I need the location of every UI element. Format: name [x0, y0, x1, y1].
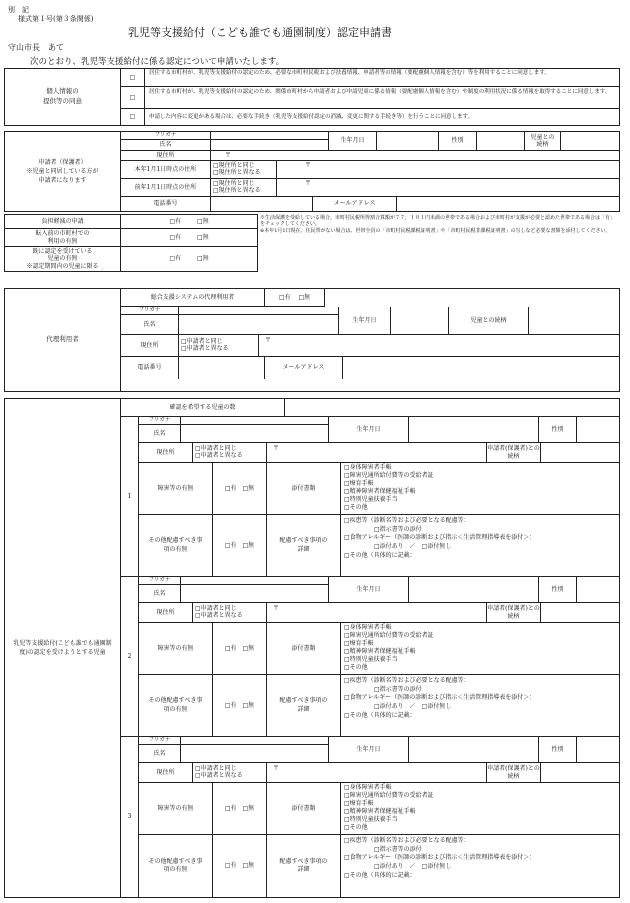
- agent-name-label: 氏名: [121, 315, 179, 335]
- child-address-options[interactable]: [193, 443, 267, 463]
- agent-birth-field[interactable]: [391, 307, 449, 335]
- agent-mail-label: メールアドレス: [265, 357, 343, 379]
- applicant-label: 申請者（保護者） ※児童と同居している方が 申請者になります: [5, 132, 121, 211]
- checkbox-same-applicant[interactable]: □申請者と同じ: [195, 765, 237, 772]
- doc-checkbox[interactable]: □身体障害者手帳: [344, 784, 392, 791]
- intro-text: 次のとおり、乳児等支援給付に係る認定について申請いたします。: [30, 57, 285, 67]
- child-care-options[interactable]: [213, 675, 267, 737]
- child-relation-field[interactable]: [541, 443, 619, 463]
- child-attach-docs: [341, 623, 619, 675]
- doc-checkbox[interactable]: □身体障害者手帳: [344, 624, 392, 631]
- agent-address-field[interactable]: 〒: [259, 335, 619, 357]
- applicant-jan-last-options[interactable]: [211, 178, 277, 196]
- doc-checkbox[interactable]: □療育手帳: [344, 800, 374, 808]
- agent-name-field[interactable]: [179, 315, 339, 335]
- child-furigana-label: フリガナ: [139, 417, 181, 425]
- child-address-label: 現住所: [139, 603, 193, 623]
- care-allergy-checkbox[interactable]: □食物アレルギー（医師の診断および指示＜生活管理指導表を添付＞：: [344, 854, 536, 862]
- doc-checkbox[interactable]: □精神障害者保健福祉手帳: [344, 808, 416, 816]
- checkbox-yes[interactable]: □有: [224, 804, 237, 812]
- agent-address-label: 現住所: [121, 335, 179, 357]
- agent-section: [4, 288, 620, 392]
- child-relation-label: 申請者(保護者)との続柄: [487, 443, 541, 463]
- transfer-options[interactable]: [121, 229, 257, 247]
- care-allergy-checkbox[interactable]: □食物アレルギー（医師の診断および指示＜生活管理指導表を添付＞：: [344, 534, 536, 542]
- child-care-options[interactable]: [213, 515, 267, 577]
- agent-furigana-label: フリガナ: [121, 307, 179, 315]
- applicant-jan-this-label: 本年1月1日時点の住所: [121, 160, 211, 178]
- child-sex-field[interactable]: [577, 577, 619, 603]
- agent-system-label: 総合支援システムの代理利用者: [121, 289, 265, 307]
- child-care-detail-label: 配慮すべき事項の詳細: [267, 675, 341, 737]
- child-name-label: 氏名: [139, 745, 181, 763]
- child-furigana-label: フリガナ: [139, 577, 181, 585]
- checkbox-no[interactable]: □無: [197, 255, 209, 263]
- applicant-phone-field[interactable]: [211, 196, 313, 211]
- agent-label: 代理利用者: [5, 289, 121, 391]
- child-birth-label: 生年月日: [329, 577, 409, 603]
- checkbox-same-applicant[interactable]: □申請者と同じ: [195, 605, 237, 612]
- agent-phone-label: 電話番号: [121, 357, 179, 379]
- agent-phone-field[interactable]: [179, 357, 265, 379]
- applicant-jan-this-field[interactable]: 〒: [277, 160, 619, 178]
- child-address-field[interactable]: 〒: [267, 603, 487, 623]
- child-attach-docs: [341, 783, 619, 835]
- consent-checkbox-3[interactable]: □: [121, 109, 145, 125]
- agent-relation-field[interactable]: [529, 307, 619, 335]
- checkbox-no[interactable]: □無: [242, 804, 255, 812]
- care-attach-options[interactable]: □添付あり ／ □添付無し: [374, 543, 452, 551]
- extras-note: ※生活保護を受給している場合、市町村民税所得割合算額が７７，１０１円未満の世帯である場合および市町村が支援が必要と認めた世帯である場合は「有」をチェックしてください。 ※本年1月1日現在、住民票がない場合は、世帯全員の「市町村民税課税証明書」や「市町村民税非課税証明書」の写しなど必要な書類を添付してください。: [260, 215, 616, 234]
- consent-checkbox-1[interactable]: □: [121, 69, 145, 87]
- page-title: 乳児等支援給付（こども誰でも通園制度）認定申請書: [128, 26, 392, 39]
- child-care-detail: [341, 675, 619, 737]
- applicant-birth-label: 生年月日: [329, 132, 377, 150]
- applicant-jan-last-label: 前年1月1日時点の住所: [121, 178, 211, 196]
- child-attach-label: 添付書類: [267, 463, 341, 515]
- consent-text-3: 申請した内容に変更がある場合は、必要な手続き（乳児等支援給付認定の消滅、変更に関する手続き等）を行うことに同意します。: [149, 113, 474, 120]
- child-address-label: 現住所: [139, 443, 193, 463]
- doc-checkbox[interactable]: □身体障害者手帳: [344, 464, 392, 471]
- addressee: 守山市長 あて: [8, 43, 64, 52]
- applicant-address-field[interactable]: 〒: [211, 150, 619, 160]
- child-name-field[interactable]: [181, 745, 329, 763]
- doc-checkbox[interactable]: □障害児通所給付費等の受給者証: [344, 792, 434, 800]
- applicant-sex-field[interactable]: [477, 132, 525, 150]
- child-birth-label: 生年月日: [329, 737, 409, 763]
- child-furigana-field[interactable]: [181, 737, 329, 745]
- care-instruction-checkbox[interactable]: □指示書等の添付: [374, 525, 422, 533]
- care-instruction-checkbox[interactable]: □指示書等の添付: [374, 685, 422, 693]
- child-care-label: その他配慮すべき事項の有無: [139, 515, 213, 577]
- child-number: 2: [121, 577, 139, 737]
- checkbox-diff-address[interactable]: □現住所と異なる: [213, 169, 261, 177]
- checkbox-no[interactable]: □無: [242, 541, 255, 549]
- child-sex-label: 性別: [539, 417, 577, 443]
- form-annex-label: 別 記: [8, 6, 29, 14]
- applicant-jan-last-field[interactable]: 〒: [277, 178, 619, 196]
- extras-section: [4, 214, 258, 272]
- applicant-mail-label: メールアドレス: [313, 196, 397, 211]
- agent-birth-label: 生年月日: [339, 307, 391, 335]
- child-number: 3: [121, 737, 139, 897]
- child-care-detail: [341, 515, 619, 577]
- child-attach-label: 添付書類: [267, 623, 341, 675]
- child-sex-field[interactable]: [577, 417, 619, 443]
- burden-options[interactable]: [121, 215, 257, 229]
- applicant-mail-field[interactable]: [397, 196, 619, 211]
- consent-section: [4, 68, 620, 126]
- child-disability-options[interactable]: [213, 783, 267, 835]
- checkbox-diff-address[interactable]: □現住所と異なる: [213, 187, 261, 195]
- child-address-field[interactable]: 〒: [267, 443, 487, 463]
- doc-checkbox[interactable]: □精神障害者保健福祉手帳: [344, 648, 416, 656]
- child-address-field[interactable]: 〒: [267, 763, 487, 783]
- checkbox-no[interactable]: □無: [197, 233, 209, 241]
- consent-label: 個人情報の 提供等の同意: [5, 69, 121, 125]
- child-birth-field[interactable]: [409, 577, 539, 603]
- child-relation-field[interactable]: [541, 763, 619, 783]
- applicant-section: [4, 131, 620, 212]
- child-birth-field[interactable]: [409, 417, 539, 443]
- child-furigana-field[interactable]: [181, 577, 329, 585]
- child-address-options[interactable]: [193, 603, 267, 623]
- child-relation-label: 申請者(保護者)との続柄: [487, 763, 541, 783]
- child-name-label: 氏名: [139, 585, 181, 603]
- child-relation-label: 申請者(保護者)との続柄: [487, 603, 541, 623]
- care-attach-options[interactable]: □添付あり ／ □添付無し: [374, 703, 452, 711]
- children-label: 乳児等支援給付(こども誰でも通園制度)の認定を受けようとする児童: [5, 399, 121, 897]
- child-address-options[interactable]: [193, 763, 267, 783]
- child-block: [121, 417, 619, 577]
- checkbox-yes[interactable]: □有: [224, 701, 237, 709]
- checkbox-yes[interactable]: □有: [278, 293, 291, 301]
- checkbox-same-applicant[interactable]: □申請者と同じ: [195, 445, 237, 452]
- consent-text-2: 居住する市町村が、乳児等支援給付の認定のため、関係市町村から申請者および申請児童に係る情報（要配慮個人情報を含む）や制度の利用状況に係る情報を取得することに同意します。: [145, 87, 619, 109]
- checkbox-same-address[interactable]: □現住所と同じ: [213, 162, 255, 169]
- child-care-detail: [341, 835, 619, 897]
- checkbox-diff-applicant[interactable]: □申請者と異なる: [195, 772, 243, 780]
- care-other-checkbox[interactable]: □その他（具体的に記載：: [344, 871, 416, 879]
- doc-checkbox[interactable]: □特別児童扶養手当: [344, 816, 398, 824]
- applicant-furigana-field[interactable]: [211, 132, 329, 140]
- checkbox-yes[interactable]: □有: [224, 541, 237, 549]
- child-disability-label: 障害等の有無: [139, 463, 213, 515]
- child-number: 1: [121, 417, 139, 577]
- child-address-label: 現住所: [139, 763, 193, 783]
- child-name-label: 氏名: [139, 425, 181, 443]
- applicant-jan-this-options[interactable]: [211, 160, 277, 178]
- applicant-furigana-label: フリガナ: [121, 132, 211, 140]
- agent-address-options[interactable]: [179, 335, 259, 357]
- applicant-address-label: 現住所: [121, 150, 211, 160]
- applicant-name-field[interactable]: [211, 140, 329, 150]
- child-disability-label: 障害等の有無: [139, 783, 213, 835]
- doc-checkbox[interactable]: □精神障害者保健福祉手帳: [344, 488, 416, 496]
- certified-label: 既に認定を受けている 児童の有無 ※認定期間内の児童に限る: [5, 247, 121, 271]
- care-allergy-checkbox[interactable]: □食物アレルギー（医師の診断および指示＜生活管理指導表を添付＞：: [344, 694, 536, 702]
- checkbox-no[interactable]: □無: [197, 217, 209, 225]
- child-care-detail-label: 配慮すべき事項の詳細: [267, 835, 341, 897]
- children-section: [4, 398, 620, 898]
- child-care-detail-label: 配慮すべき事項の詳細: [267, 515, 341, 577]
- care-other-checkbox[interactable]: □その他（具体的に記載：: [344, 711, 416, 719]
- child-relation-field[interactable]: [541, 603, 619, 623]
- child-disability-label: 障害等の有無: [139, 623, 213, 675]
- child-furigana-label: フリガナ: [139, 737, 181, 745]
- care-disease-checkbox[interactable]: □疾患等（診断名等および必要となる配慮等：: [344, 517, 470, 524]
- child-birth-label: 生年月日: [329, 417, 409, 443]
- child-attach-label: 添付書類: [267, 783, 341, 835]
- child-sex-label: 性別: [539, 577, 577, 603]
- doc-checkbox[interactable]: □その他: [344, 824, 368, 832]
- agent-mail-field[interactable]: [343, 357, 555, 379]
- checkbox-diff-applicant[interactable]: □申請者と異なる: [195, 612, 243, 620]
- child-birth-field[interactable]: [409, 737, 539, 763]
- child-disability-options[interactable]: [213, 463, 267, 515]
- child-attach-docs: [341, 463, 619, 515]
- checkbox-yes[interactable]: □有: [224, 862, 237, 870]
- doc-checkbox[interactable]: □障害児通所給付費等の受給者証: [344, 632, 434, 640]
- agent-system-options[interactable]: [265, 289, 325, 307]
- child-disability-options[interactable]: [213, 623, 267, 675]
- child-care-label: その他配慮すべき事項の有無: [139, 835, 213, 897]
- child-name-field[interactable]: [181, 425, 329, 443]
- doc-checkbox[interactable]: □障害児通所給付費等の受給者証: [344, 472, 434, 480]
- checkbox-yes[interactable]: □有: [169, 217, 181, 225]
- form-number: 様式第１号(第３条関係): [18, 15, 94, 23]
- checkbox-no[interactable]: □無: [242, 644, 255, 652]
- checkbox-yes[interactable]: □有: [169, 255, 181, 263]
- children-count-field[interactable]: [285, 399, 619, 417]
- checkbox-yes[interactable]: □有: [224, 644, 237, 652]
- transfer-label: 転入前の市町村での 利用の有無: [5, 229, 121, 247]
- child-sex-field[interactable]: [577, 737, 619, 763]
- care-disease-checkbox[interactable]: □疾患等（診断名等および必要となる配慮等：: [344, 677, 470, 684]
- child-sex-label: 性別: [539, 737, 577, 763]
- burden-label: 負担軽減の申請: [5, 215, 121, 229]
- doc-checkbox[interactable]: □特別児童扶養手当: [344, 656, 398, 664]
- doc-checkbox[interactable]: □療育手帳: [344, 480, 374, 488]
- child-block: [121, 737, 619, 897]
- checkbox-no[interactable]: □無: [242, 701, 255, 709]
- child-block: [121, 577, 619, 737]
- checkbox-diff-applicant[interactable]: □申請者と異なる: [195, 452, 243, 460]
- care-disease-checkbox[interactable]: □疾患等（診断名等および必要となる配慮等：: [344, 837, 470, 844]
- care-attach-options[interactable]: □添付あり ／ □添付無し: [374, 863, 452, 871]
- consent-checkbox-2[interactable]: □: [121, 87, 145, 109]
- checkbox-no[interactable]: □無: [298, 293, 311, 301]
- checkbox-diff-applicant[interactable]: □申請者と異なる: [181, 345, 229, 353]
- consent-text-1: 居住する市町村が、乳児等支援給付の認定のため、必要な市町村民税および扶養情報、申請者等の情報（要配慮個人情報を含む）等を利用することに同意します。: [145, 69, 619, 87]
- checkbox-same-address[interactable]: □現住所と同じ: [213, 180, 255, 187]
- checkbox-no[interactable]: □無: [242, 484, 255, 492]
- agent-relation-label: 児童との続柄: [449, 307, 529, 335]
- doc-checkbox[interactable]: □その他: [344, 504, 368, 512]
- doc-checkbox[interactable]: □その他: [344, 664, 368, 672]
- care-instruction-checkbox[interactable]: □指示書等の添付: [374, 845, 422, 853]
- care-other-checkbox[interactable]: □その他（具体的に記載：: [344, 551, 416, 559]
- checkbox-no[interactable]: □無: [242, 862, 255, 870]
- child-care-options[interactable]: [213, 835, 267, 897]
- doc-checkbox[interactable]: □療育手帳: [344, 640, 374, 648]
- checkbox-same-applicant[interactable]: □申請者と同じ: [181, 338, 223, 345]
- applicant-relation-field[interactable]: [561, 132, 619, 150]
- child-care-label: その他配慮すべき事項の有無: [139, 675, 213, 737]
- applicant-birth-field[interactable]: [377, 132, 439, 150]
- doc-checkbox[interactable]: □特別児童扶養手当: [344, 496, 398, 504]
- agent-furigana-field[interactable]: [179, 307, 339, 315]
- checkbox-yes[interactable]: □有: [169, 233, 181, 241]
- applicant-phone-label: 電話番号: [121, 196, 211, 211]
- children-count-label: 確認を希望する児童の数: [121, 399, 285, 417]
- checkbox-yes[interactable]: □有: [224, 484, 237, 492]
- child-name-field[interactable]: [181, 585, 329, 603]
- certified-options[interactable]: [121, 247, 257, 271]
- applicant-sex-label: 性別: [439, 132, 477, 150]
- child-furigana-field[interactable]: [181, 417, 329, 425]
- applicant-relation-label: 児童との続柄: [525, 132, 561, 150]
- applicant-name-label: 氏名: [121, 140, 211, 150]
